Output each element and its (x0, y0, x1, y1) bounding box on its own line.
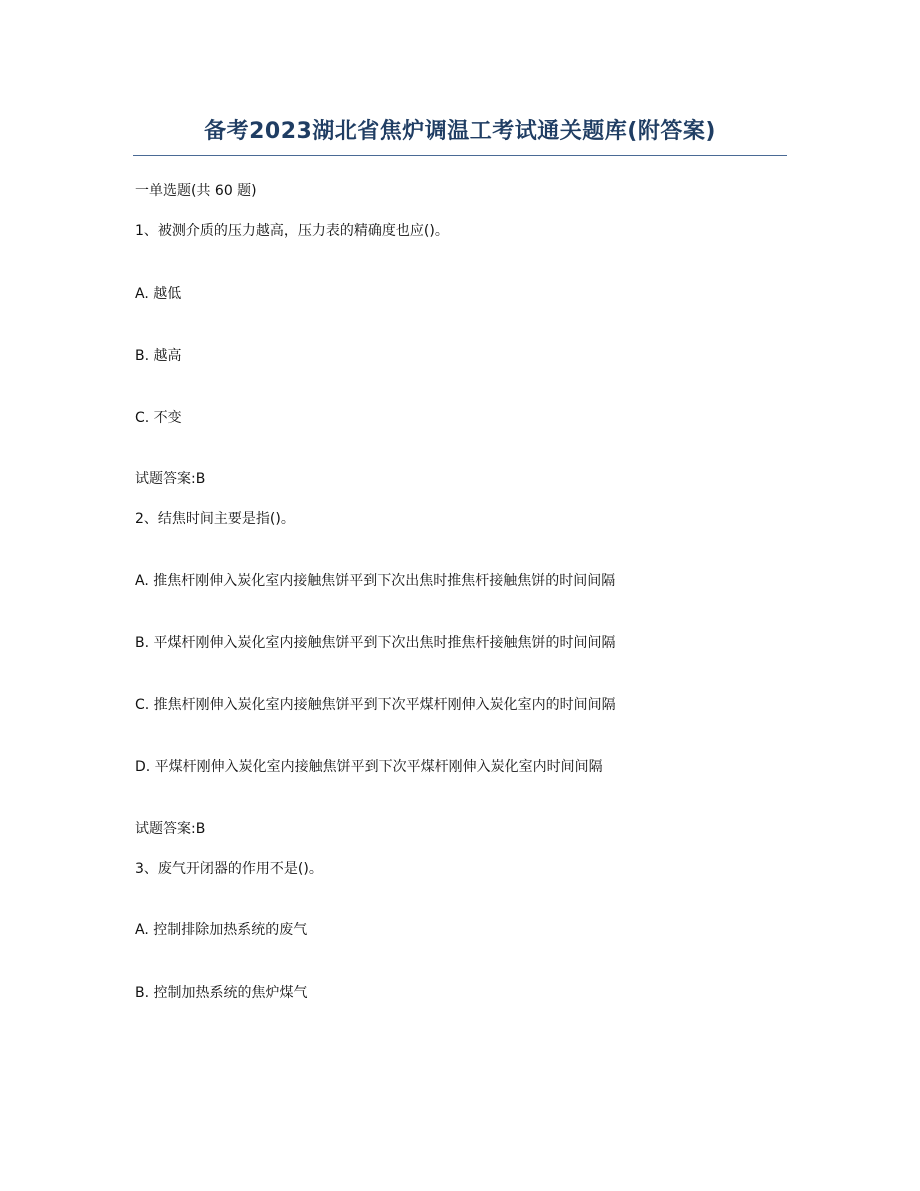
question-2-answer: 试题答案:B (135, 821, 206, 837)
question-1-stem: 1、被测介质的压力越高，压力表的精确度也应()。 (135, 223, 449, 239)
title-divider (133, 155, 787, 156)
question-1-option-a: A. 越低 (135, 286, 182, 302)
question-3-stem: 3、废气开闭器的作用不是()。 (135, 861, 323, 877)
page-title: 备考2023湖北省焦炉调温工考试通关题库(附答案) (204, 119, 716, 144)
question-3-option-b: B. 控制加热系统的焦炉煤气 (135, 985, 308, 1001)
question-2-stem: 2、结焦时间主要是指()。 (135, 511, 295, 527)
question-1-option-b: B. 越高 (135, 348, 182, 364)
question-2-option-c: C. 推焦杆刚伸入炭化室内接触焦饼平到下次平煤杆刚伸入炭化室内的时间间隔 (135, 697, 616, 713)
question-2-option-a: A. 推焦杆刚伸入炭化室内接触焦饼平到下次出焦时推焦杆接触焦饼的时间间隔 (135, 573, 616, 589)
question-2-option-d: D. 平煤杆刚伸入炭化室内接触焦饼平到下次平煤杆刚伸入炭化室内时间间隔 (135, 759, 603, 775)
question-2-option-b: B. 平煤杆刚伸入炭化室内接触焦饼平到下次出焦时推焦杆接触焦饼的时间间隔 (135, 635, 616, 651)
question-1-answer: 试题答案:B (135, 471, 206, 487)
question-3-option-a: A. 控制排除加热系统的废气 (135, 922, 308, 938)
section-heading: 一单选题(共 60 题) (135, 183, 257, 199)
question-1-option-c: C. 不变 (135, 410, 182, 426)
